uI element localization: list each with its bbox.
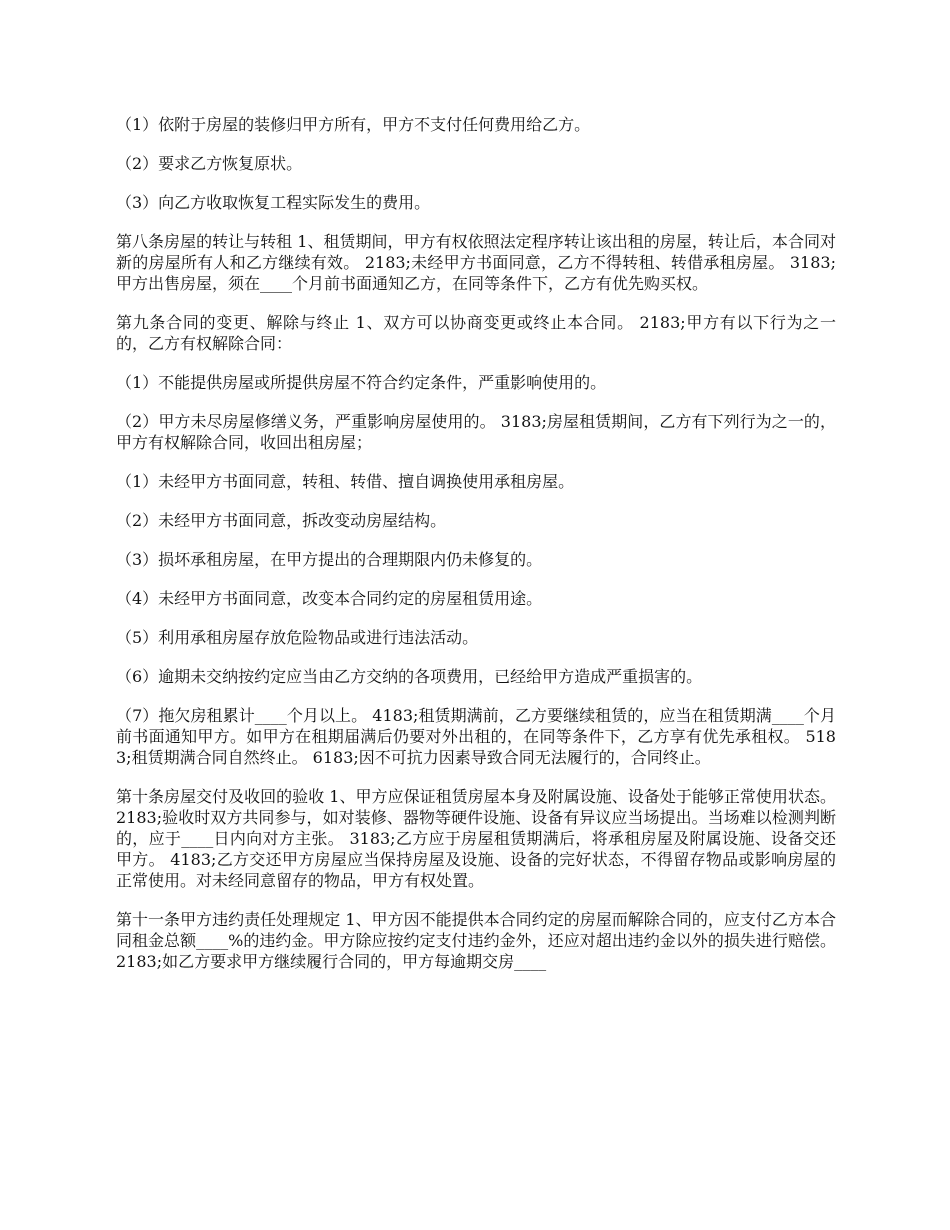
clause-paragraph: （6）逾期未交纳按约定应当由乙方交纳的各项费用，已经给甲方造成严重损害的。 [116,667,703,686]
clause-paragraph: （7）拖欠房租累计____个月以上。 4183;租赁期满前，乙方要继续租赁的，应当在租赁期满____个月前书面通知甲方。如甲方在租期届满后仍要对外出租的，在同等条件下，乙方享有优先承租权。 5183;租赁期满合同自然终止。 6183;因不可抗力因素导致合同无法履行的，合同终止。 [116,706,836,767]
article-8-paragraph: 第八条房屋的转让与转租 1、租赁期间，甲方有权依照法定程序转让该出租的房屋，转让后，本合同对新的房屋所有人和乙方继续有效。 2183;未经甲方书面同意，乙方不得转租、转借承租房屋。 3183;甲方出售房屋，须在____个月前书面通知乙方，在同等条件下，乙方有优先购买权。 [116,232,836,293]
article-10-paragraph: 第十条房屋交付及收回的验收 1、甲方应保证租赁房屋本身及附属设施、设备处于能够正常使用状态。 2183;验收时双方共同参与，如对装修、器物等硬件设施、设备有异议应当场提出。当场难以检测判断的，应于____日内向对方主张。 3183;乙方应于房屋租赁期满后，将承租房屋及附属设施、设备交还甲方。 4183;乙方交还甲方房屋应当保持房屋及设施、设备的完好状态，不得留存物品或影响房屋的正常使用。对未经同意留存的物品，甲方有权处置。 [116,787,836,890]
clause-paragraph: （1）未经甲方书面同意，转租、转借、擅自调换使用承租房屋。 [116,472,575,491]
clause-paragraph: （2）甲方未尽房屋修缮义务，严重影响房屋使用的。 3183;房屋租赁期间，乙方有下列行为之一的，甲方有权解除合同，收回出租房屋； [116,412,836,452]
clause-paragraph: （2）未经甲方书面同意，拆改变动房屋结构。 [116,511,447,530]
clause-paragraph: （2）要求乙方恢复原状。 [116,154,303,173]
article-11-paragraph: 第十一条甲方违约责任处理规定 1、甲方因不能提供本合同约定的房屋而解除合同的，应支付乙方本合同租金总额____%的违约金。甲方除应按约定支付违约金外，还应对超出违约金以外的损失进行赔偿。 2183;如乙方要求甲方继续履行合同的，甲方每逾期交房____ [116,910,836,971]
clause-paragraph: （5）利用承租房屋存放危险物品或进行违法活动。 [116,628,479,647]
clause-paragraph: （1）不能提供房屋或所提供房屋不符合约定条件，严重影响使用的。 [116,373,607,392]
clause-paragraph: （4）未经甲方书面同意，改变本合同约定的房屋租赁用途。 [116,589,543,608]
clause-paragraph: （3）损坏承租房屋，在甲方提出的合理期限内仍未修复的。 [116,550,543,569]
clause-paragraph: （3）向乙方收取恢复工程实际发生的费用。 [116,193,431,212]
clause-paragraph: （1）依附于房屋的装修归甲方所有，甲方不支付任何费用给乙方。 [116,115,591,134]
document-page [116,114,836,990]
article-9-paragraph: 第九条合同的变更、解除与终止 1、双方可以协商变更或终止本合同。 2183;甲方有以下行为之一的，乙方有权解除合同： [116,313,836,353]
